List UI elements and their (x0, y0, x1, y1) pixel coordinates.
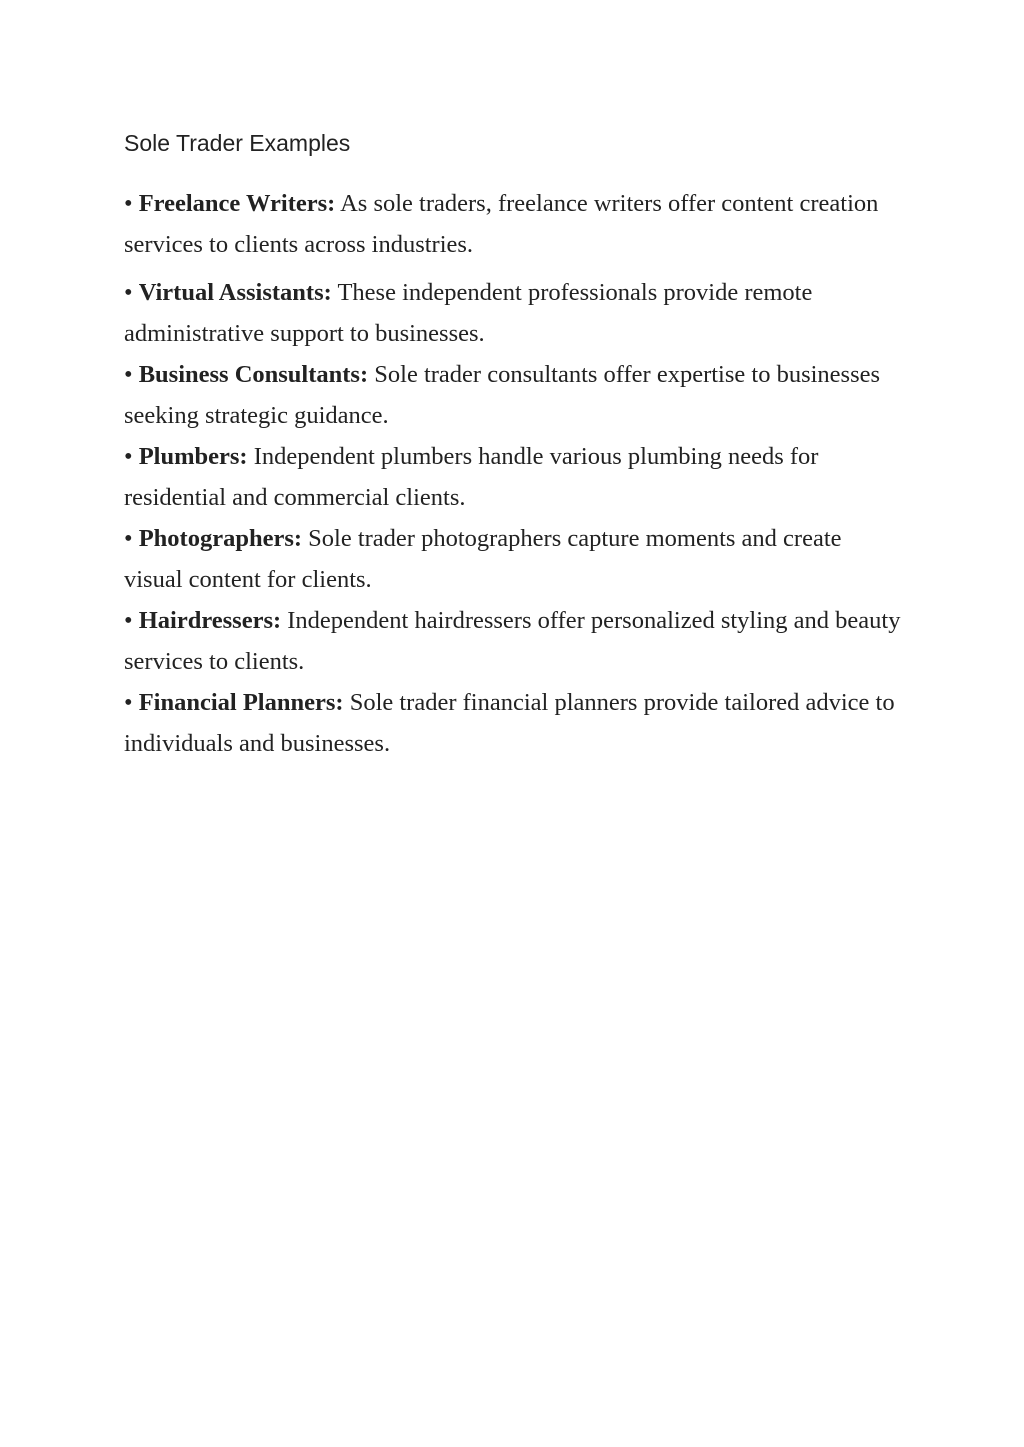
item-description: Sole trader photographers capture moments and create visual content for clients. (124, 525, 842, 593)
list-item-photographers (124, 518, 904, 600)
item-description: Sole trader financial planners provide tailored advice to individuals and businesses. (124, 689, 895, 757)
item-description: Sole trader consultants offer expertise to businesses seeking strategic guidance. (124, 361, 881, 429)
item-term: Freelance Writers: (138, 190, 336, 217)
list-item-virtual-assistants (124, 272, 904, 354)
item-term: Hairdressers: (138, 607, 282, 634)
bullet: • (124, 443, 133, 470)
item-term: Virtual Assistants: (138, 279, 332, 306)
item-description: Independent plumbers handle various plumbing needs for residential and commercial clients. (124, 443, 819, 511)
list-item-hairdressers (124, 600, 904, 682)
item-description: As sole traders, freelance writers offer content creation services to clients across industries. (124, 190, 879, 258)
bullet: • (124, 279, 133, 306)
item-description: Independent hairdressers offer personalized styling and beauty services to clients. (124, 607, 901, 675)
bullet: • (124, 190, 133, 217)
list-item-business-consultants (124, 354, 904, 436)
bullet: • (124, 689, 133, 716)
item-term: Photographers: (138, 525, 303, 552)
list-item-financial-planners (124, 682, 904, 764)
bullet: • (124, 525, 133, 552)
page-title: Sole Trader Examples (124, 130, 351, 156)
item-term: Plumbers: (138, 443, 248, 470)
list-item-freelance-writers (124, 183, 904, 265)
list-item-plumbers (124, 436, 904, 518)
item-description: These independent professionals provide remote administrative support to businesses. (124, 279, 813, 347)
bullet: • (124, 607, 133, 634)
item-term: Business Consultants: (138, 361, 369, 388)
item-term: Financial Planners: (138, 689, 344, 716)
bullet: • (124, 361, 133, 388)
examples-list (124, 183, 904, 764)
